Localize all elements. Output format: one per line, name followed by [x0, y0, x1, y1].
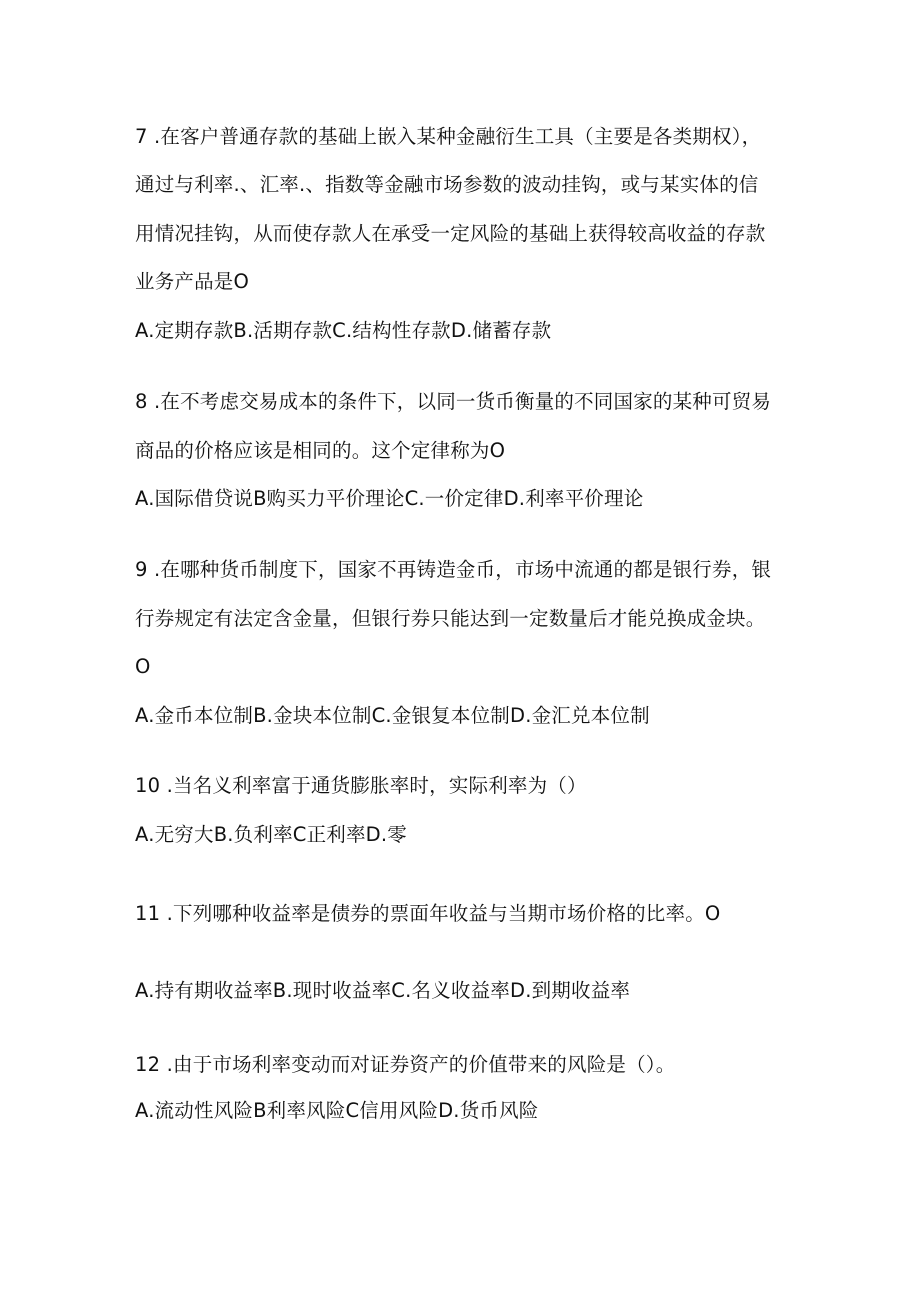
- question-12-options: A.流动性风险B利率风险C信用风险D.货币风险: [135, 1099, 539, 1122]
- question-12-line-1: 12 .由于市场利率变动而对证券资产的价值带来的风险是（）。: [135, 1053, 676, 1076]
- question-9-line-2: 行券规定有法定含金量，但银行券只能达到一定数量后才能兑换成金块。: [135, 607, 766, 630]
- question-8-line-1: 8 .在不考虑交易成本的条件下，以同一货币衡量的不同国家的某种可贸易: [135, 390, 772, 413]
- question-11-line-1: 11 .下列哪种收益率是债券的票面年收益与当期市场价格的比率。O: [135, 902, 721, 925]
- question-9-options: A.金币本位制B.金块本位制C.金银复本位制D.金汇兑本位制: [135, 704, 650, 727]
- question-7-line-2: 通过与利率.、汇率.、指数等金融市场参数的波动挂钩，或与某实体的信: [135, 173, 759, 196]
- question-9-line-3: O: [135, 655, 151, 678]
- question-10-line-1: 10 .当名义利率富于通货膨胀率时，实际利率为（）: [135, 774, 587, 797]
- question-7-options: A.定期存款B.活期存款C.结构性存款D.储蓄存款: [135, 319, 552, 342]
- question-10-options: A.无穷大B.负利率C正利率D.零: [135, 823, 408, 846]
- question-11-options: A.持有期收益率B.现时收益率C.名义收益率D.到期收益率: [135, 979, 631, 1002]
- question-7-line-1: 7 .在客户普通存款的基础上嵌入某种金融衍生工具（主要是各类期权），: [135, 125, 762, 148]
- question-8-options: A.国际借贷说B购买力平价理论C.一价定律D.利率平价理论: [135, 487, 644, 510]
- question-7-line-4: 业务产品是O: [135, 270, 250, 293]
- question-7-line-3: 用情况挂钩，从而使存款人在承受一定风险的基础上获得较高收益的存款: [135, 222, 766, 245]
- question-8-line-2: 商品的价格应该是相同的。这个定律称为O: [135, 439, 506, 462]
- question-9-line-1: 9 .在哪种货币制度下，国家不再铸造金币，市场中流通的都是银行券，银: [135, 558, 772, 581]
